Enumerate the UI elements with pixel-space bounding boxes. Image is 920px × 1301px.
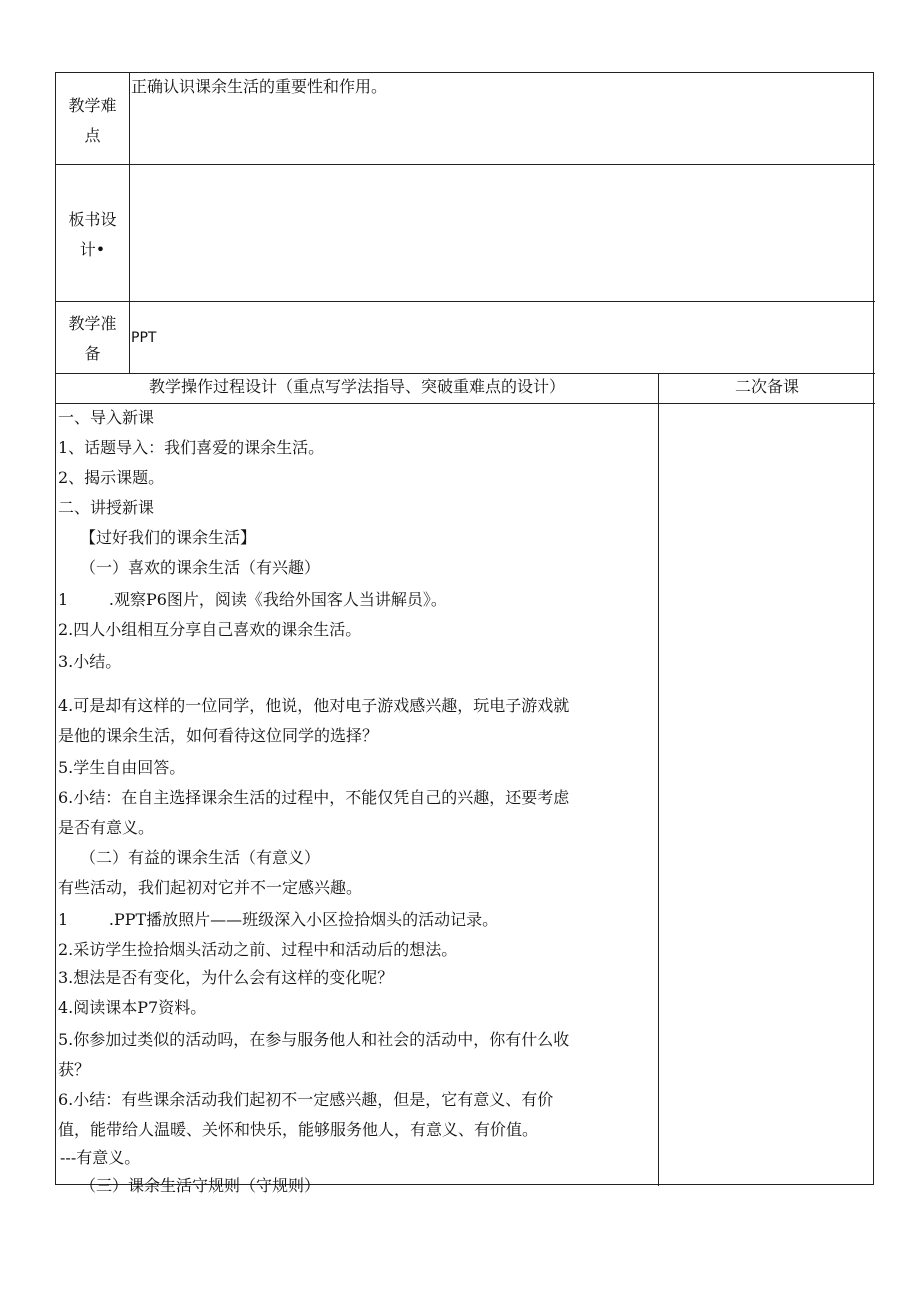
- row-divider: [56, 164, 875, 165]
- difficulty-label-line1: 教学难: [68, 96, 117, 115]
- process-line: 获？: [58, 1060, 91, 1079]
- process-line: 1 .观察P6图片，阅读《我给外国客人当讲解员》。: [58, 590, 447, 609]
- process-line: 一、导入新课: [58, 408, 155, 427]
- process-line: 是他的课余生活，如何看待这位同学的选择？: [58, 726, 379, 745]
- process-line: 4.阅读课本P7资料。: [58, 998, 207, 1017]
- process-line: 【过好我们的课余生活】: [80, 528, 257, 547]
- difficulty-content: 正确认识课余生活的重要性和作用。: [131, 77, 388, 96]
- board-design-label-line1: 板书设: [68, 210, 117, 229]
- process-line: 6.小结：在自主选择课余生活的过程中，不能仅凭自己的兴趣，还要考虑: [58, 788, 570, 807]
- process-line: 5.你参加过类似的活动吗，在参与服务他人和社会的活动中，你有什么收: [58, 1030, 570, 1049]
- process-line: 2.采访学生捡拾烟头活动之前、过程中和活动后的想法。: [58, 940, 458, 959]
- difficulty-label: [56, 91, 129, 151]
- board-design-label-line2: 计•: [79, 240, 106, 259]
- process-line: 2.四人小组相互分享自己喜欢的课余生活。: [58, 620, 362, 639]
- process-line: 4.可是却有这样的一位同学，他说，他对电子游戏感兴趣，玩电子游戏就: [58, 696, 570, 715]
- process-line: 有些活动，我们起初对它并不一定感兴趣。: [58, 878, 363, 897]
- process-line: 1 .PPT播放照片——班级深入小区捡拾烟头的活动记录。: [58, 910, 499, 929]
- preparation-label: [56, 309, 129, 369]
- process-line: 3.小结。: [58, 652, 122, 671]
- second-prep-header: 二次备课: [734, 377, 799, 396]
- difficulty-label-line2: 点: [84, 126, 101, 145]
- process-line: 3.想法是否有变化，为什么会有这样的变化呢？: [58, 968, 394, 987]
- process-design-header: 教学操作过程设计（重点写学法指导、突破重难点的设计）: [148, 377, 565, 396]
- process-line: （一）喜欢的课余生活（有兴趣）: [80, 558, 321, 577]
- process-design-body: [56, 404, 658, 1195]
- preparation-label-line1: 教学准: [68, 314, 117, 333]
- process-line: ---有意义。: [60, 1148, 141, 1167]
- process-line: 值，能带给人温暖、关怀和快乐，能够服务他人，有意义、有价值。: [58, 1120, 539, 1139]
- process-line: 2、揭示课题。: [58, 468, 165, 487]
- board-design-label: [56, 205, 129, 265]
- second-prep-body: [659, 404, 875, 1185]
- process-line: （三）课余生活守规则（守规则）: [80, 1176, 321, 1195]
- process-line: 6.小结：有些课余活动我们起初不一定感兴趣，但是，它有意义、有价: [58, 1090, 554, 1109]
- row-divider: [56, 301, 875, 302]
- process-line: 二、讲授新课: [58, 498, 155, 517]
- preparation-content: PPT: [131, 330, 157, 346]
- process-line: 是否有意义。: [58, 818, 155, 837]
- lesson-plan-table: [55, 72, 874, 1195]
- label-column-divider: [129, 73, 130, 373]
- process-line: 1、话题导入：我们喜爱的课余生活。: [58, 438, 325, 457]
- process-line: （二）有益的课余生活（有意义）: [80, 848, 321, 867]
- process-line: 5.学生自由回答。: [58, 758, 186, 777]
- preparation-label-line2: 备: [84, 344, 101, 363]
